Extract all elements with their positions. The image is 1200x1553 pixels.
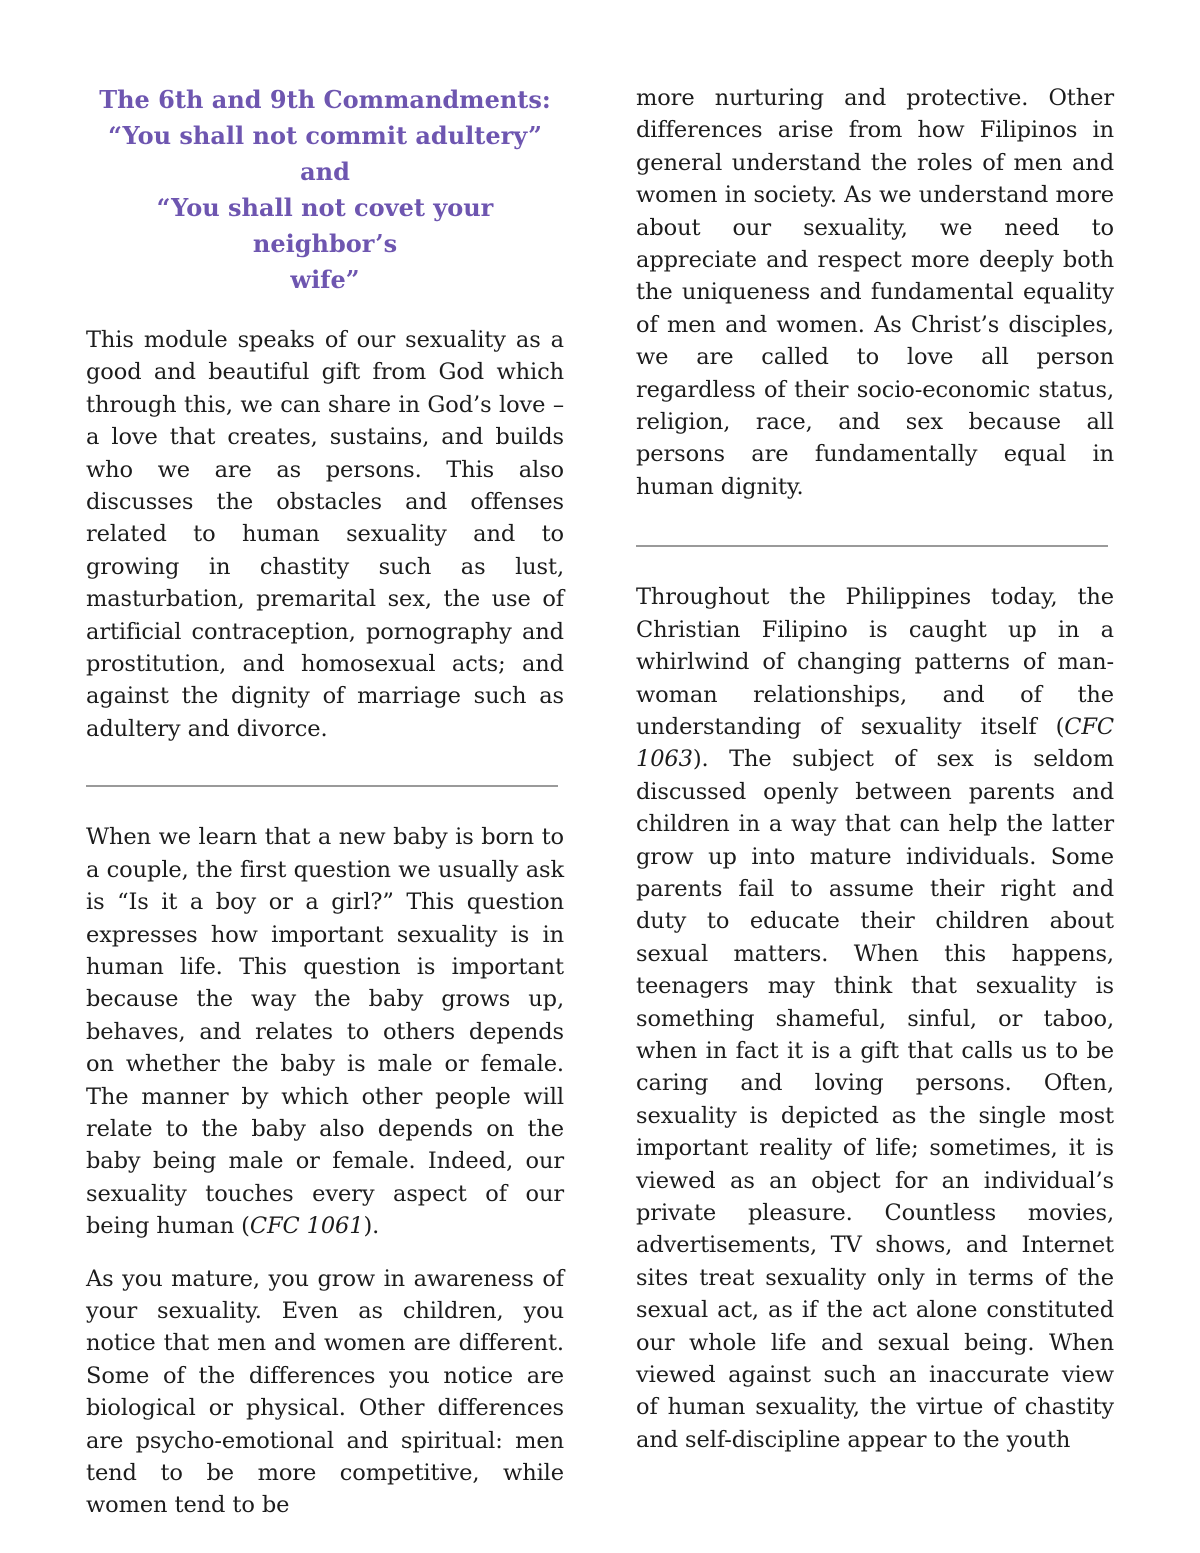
- maturity-paragraph-continued: more nurturing and protective. Other differences arise from how Filipinos in general understand the roles of men and women in society. As we understand more about our sexuality, we need to appreciate and respect more deeply both the uniqueness and fundamental equality of men and women. As Christ’s disciples, we are called to love all person regardless of their socio-economic status, religion, race, and sex because all persons are fundamentally equal in human dignity.: [636, 85, 1114, 500]
- title-line: wife”: [290, 265, 360, 294]
- title-line: “You shall not covet your neighbor’s: [156, 193, 494, 258]
- right-column: [636, 82, 1114, 1456]
- title-line: “You shall not commit adultery” and: [108, 121, 542, 186]
- left-column: [86, 82, 564, 1522]
- paragraph-text: When we learn that a new baby is born to a couple, the first question we usually ask is “Is it a boy or a girl?” This question expresses how important sexuality is in human life. This question is important because the way the baby grows up, behaves, and relates to others depends on whether the baby is male or female. The manner by which other people will relate to the baby also depends on the baby being male or female. Indeed, our sexuality touches every aspect of our being human (: [86, 824, 564, 1240]
- citation: CFC 1063: [636, 713, 1114, 773]
- page-title: [86, 82, 564, 298]
- paragraph-text: Throughout the Philippines today, the Christian Filipino is caught up in a whirlwind of changing patterns of man-woman relationships, and of the understanding of sexuality itself (: [636, 584, 1114, 740]
- maturity-paragraph: As you mature, you grow in awareness of your sexuality. Even as children, you notice that men and women are different. Some of the differences you notice are biological or physical. Other differences are psycho-emotional and spiritual: men tend to be more competitive, while women tend to be: [86, 1265, 564, 1519]
- paragraph-text: ). The subject of sex is seldom discussed openly between parents and children in a way that can help the latter grow up into mature individuals. Some parents fail to assume their right and duty to educate their children about sexual matters. When this happens, teenagers may think that sexuality is something shameful, sinful, or taboo, when in fact it is a gift that calls us to be caring and loving persons. Often, sexuality is depicted as the single most important reality of life; sometimes, it is viewed as an object for an individual’s private pleasure. Countless movies, advertisements, TV shows, and Internet sites treat sexuality only in terms of the sexual act, as if the act alone constituted our whole life and sexual being. When viewed against such an inaccurate view of human sexuality, the virtue of chastity and self-discipline appear to the youth: [636, 746, 1114, 1453]
- paragraph-text: ).: [363, 1213, 380, 1240]
- citation: CFC 1061: [249, 1213, 364, 1240]
- title-line: The 6th and 9th Commandments:: [99, 85, 551, 114]
- intro-paragraph: This module speaks of our sexuality as a good and beautiful gift from God which through this, we can share in God’s love – a love that creates, sustains, and builds who we are as persons. This also discusses the obstacles and offenses related to human sexuality and to growing in chastity such as lust, masturbation, premarital sex, the use of artificial contraception, pornography and prostitution, and homosexual acts; and against the dignity of marriage such as adultery and divorce.: [86, 327, 564, 742]
- philippines-paragraph: [636, 581, 1114, 1456]
- baby-question-paragraph: [86, 821, 564, 1242]
